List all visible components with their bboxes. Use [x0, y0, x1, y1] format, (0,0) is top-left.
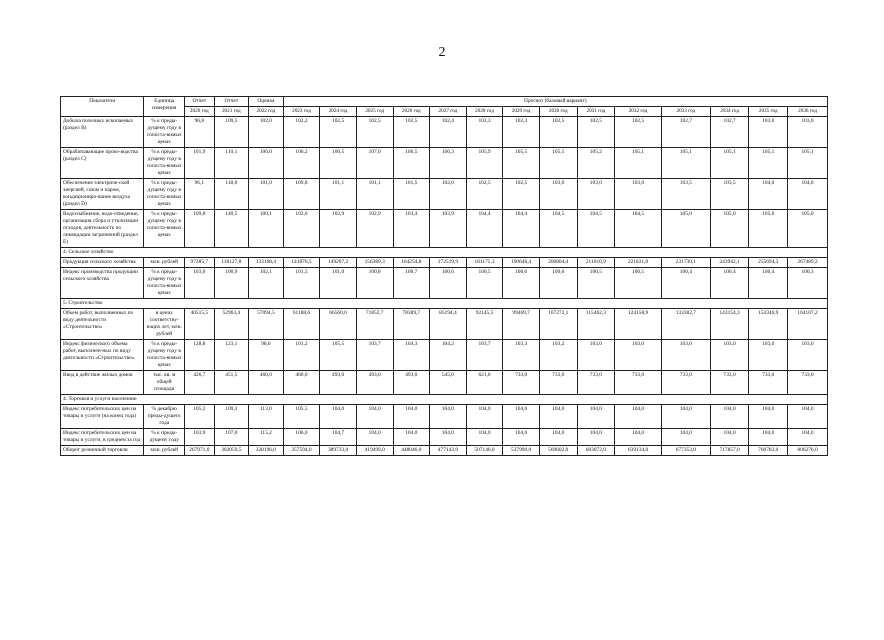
value-cell: 105,0 — [661, 210, 710, 248]
value-cell: 115462,3 — [577, 309, 615, 340]
value-cell: 172519,9 — [430, 258, 467, 268]
value-cell: 123,1 — [214, 340, 249, 371]
header-year: 2032 год — [615, 107, 662, 117]
value-cell: 448046,0 — [393, 446, 430, 456]
value-cell: 102,0 — [249, 117, 284, 148]
value-cell: 460,0 — [249, 371, 284, 395]
value-cell: 100,3 — [788, 268, 828, 299]
value-cell: 100,6 — [503, 268, 540, 299]
value-cell: 493,0 — [356, 371, 393, 395]
value-cell: 110,1 — [214, 148, 249, 179]
value-cell: 103,9 — [185, 429, 214, 446]
value-cell: 419499,0 — [356, 446, 393, 456]
table-body — [61, 117, 828, 456]
value-cell: 106,0 — [249, 148, 284, 179]
table-row — [61, 446, 828, 456]
value-cell: 243942,1 — [710, 258, 749, 268]
value-cell: 103,0 — [185, 268, 214, 299]
value-cell: 493,0 — [320, 371, 357, 395]
section-label: 5. Строительство — [61, 299, 828, 309]
value-cell: 100,6 — [539, 268, 577, 299]
value-cell: 104,0 — [356, 405, 393, 429]
value-cell: 141876,5 — [283, 258, 320, 268]
value-cell: 106,5 — [320, 148, 357, 179]
value-cell: 57094,5 — [249, 309, 284, 340]
value-cell: 102,9 — [356, 210, 393, 248]
value-cell: 105,0 — [749, 210, 788, 248]
table-row — [61, 371, 828, 395]
value-cell: 98,0 — [249, 340, 284, 371]
value-cell: 104,0 — [710, 429, 749, 446]
indicator-cell: Оборот розничной торговли — [61, 446, 144, 456]
value-cell: 105,2 — [185, 405, 214, 429]
value-cell: 733,0 — [577, 371, 615, 395]
value-cell: 102,5 — [577, 117, 615, 148]
value-cell: 451,5 — [214, 371, 249, 395]
value-cell: 545,0 — [430, 371, 467, 395]
value-cell: 164107,2 — [788, 309, 828, 340]
value-cell: 104,0 — [393, 429, 430, 446]
value-cell: 103,0 — [615, 179, 662, 210]
value-cell: 621,0 — [466, 371, 503, 395]
indicator-cell: Продукция сельского хозяйства — [61, 258, 144, 268]
value-cell: 103,0 — [788, 340, 828, 371]
value-cell: 537990,0 — [503, 446, 540, 456]
value-cell: 101,1 — [320, 179, 357, 210]
value-cell: 493,0 — [393, 371, 430, 395]
value-cell: 102,5 — [356, 117, 393, 148]
value-cell: 106,2 — [283, 148, 320, 179]
value-cell: 460,0 — [283, 371, 320, 395]
unit-cell: % декабрю преды-дущего года — [144, 405, 185, 429]
value-cell: 733,0 — [615, 371, 662, 395]
value-cell: 103,0 — [661, 340, 710, 371]
value-cell: 100,8 — [356, 268, 393, 299]
unit-cell: % к преды-дущему году в сопоста-вимых ценах — [144, 268, 185, 299]
value-cell: 733,0 — [503, 371, 540, 395]
value-cell: 190646,4 — [503, 258, 540, 268]
value-cell: 104,0 — [749, 429, 788, 446]
header-year: 2027 год — [430, 107, 467, 117]
header-year: 2030 год — [539, 107, 577, 117]
value-cell: 103,4 — [393, 210, 430, 248]
table-row — [61, 268, 828, 299]
value-cell: 102,3 — [503, 117, 540, 148]
value-cell: 103,3 — [503, 340, 540, 371]
value-cell: 133382,7 — [661, 309, 710, 340]
value-cell: 102,5 — [539, 117, 577, 148]
value-cell: 103,7 — [466, 340, 503, 371]
value-cell: 507146,0 — [466, 446, 503, 456]
value-cell: 164254,8 — [393, 258, 430, 268]
header-year: 2023 год — [283, 107, 320, 117]
value-cell: 105,1 — [615, 148, 662, 179]
value-cell: 104,0 — [320, 405, 357, 429]
value-cell: 101,5 — [393, 179, 430, 210]
value-cell: 302059,5 — [214, 446, 249, 456]
value-cell: 109,5 — [214, 117, 249, 148]
forecast-table — [60, 96, 828, 456]
value-cell: 181175,3 — [466, 258, 503, 268]
value-cell: 133168,4 — [249, 258, 284, 268]
value-cell: 105,1 — [661, 148, 710, 179]
section-label: 4. Торговля и услуги населению — [61, 395, 828, 405]
value-cell: 104,0 — [466, 429, 503, 446]
unit-cell: % к преды-дущему году в сопоста-вимых ценах — [144, 179, 185, 210]
value-cell: 104,0 — [661, 429, 710, 446]
indicator-cell: Индекс потребительских цен на товары и услуги, в среднем за год — [61, 429, 144, 446]
value-cell: 104,0 — [577, 429, 615, 446]
value-cell: 105,5 — [320, 340, 357, 371]
value-cell: 104,0 — [749, 405, 788, 429]
value-cell: 477143,0 — [430, 446, 467, 456]
unit-cell: тыс. кв. м общей площади — [144, 371, 185, 395]
value-cell: 99469,7 — [503, 309, 540, 340]
header-year: 2020 год — [185, 107, 214, 117]
header-year: 2031 год — [577, 107, 615, 117]
value-cell: 102,5 — [393, 117, 430, 148]
header-year: 2024 год — [320, 107, 357, 117]
value-cell: 106,5 — [393, 148, 430, 179]
value-cell: 100,4 — [749, 268, 788, 299]
value-cell: 104,0 — [356, 429, 393, 446]
value-cell: 105,5 — [539, 148, 577, 179]
indicator-cell: Индекс потребительских цен на товары и услуги (на конец года) — [61, 405, 144, 429]
value-cell: 100,9 — [214, 268, 249, 299]
value-cell: 100,7 — [393, 268, 430, 299]
value-cell: 100,1 — [249, 210, 284, 248]
value-cell: 107,0 — [214, 429, 249, 446]
header-year: 2026 год — [393, 107, 430, 117]
value-cell: 102,0 — [430, 179, 467, 210]
value-cell: 143154,3 — [710, 309, 749, 340]
value-cell: 357594,0 — [283, 446, 320, 456]
value-cell: 255694,3 — [749, 258, 788, 268]
value-cell: 104,0 — [615, 429, 662, 446]
value-cell: 733,0 — [788, 371, 828, 395]
indicator-cell: Индекс физического объема работ, выполнен-ных по виду деятельности «Строительство» — [61, 340, 144, 371]
unit-cell: % к преды-дущему году в сопоста-вимых ценах — [144, 340, 185, 371]
value-cell: 103,0 — [539, 179, 577, 210]
value-cell: 717857,0 — [710, 446, 749, 456]
section-row — [61, 395, 828, 405]
value-cell: 105,1 — [749, 148, 788, 179]
indicator-cell: Обеспечение электриче-ской энергией, газом и паром, кондициониро-вание воздуха (раздел D) — [61, 179, 144, 210]
indicator-cell: Добыча полезных ископаемых (раздел B) — [61, 117, 144, 148]
value-cell: 733,0 — [539, 371, 577, 395]
table-row — [61, 179, 828, 210]
value-cell: 104,0 — [661, 405, 710, 429]
value-cell: 40515,5 — [185, 309, 214, 340]
value-cell: 103,7 — [356, 340, 393, 371]
value-cell: 104,0 — [539, 429, 577, 446]
value-cell: 103,0 — [710, 340, 749, 371]
value-cell: 61188,6 — [283, 309, 320, 340]
value-cell: 140,5 — [214, 210, 249, 248]
value-cell: 149207,2 — [320, 258, 357, 268]
value-cell: 102,5 — [466, 179, 503, 210]
header-year: 2021 год — [214, 107, 249, 117]
value-cell: 104,5 — [539, 210, 577, 248]
value-cell: 96,1 — [185, 179, 214, 210]
header-report-1: Отчет — [185, 97, 214, 107]
value-cell: 71852,7 — [356, 309, 393, 340]
header-year: 2025 год — [356, 107, 393, 117]
value-cell: 211010,9 — [577, 258, 615, 268]
value-cell: 124158,9 — [615, 309, 662, 340]
header-year: 2033 год — [661, 107, 710, 117]
value-cell: 104,0 — [615, 405, 662, 429]
header-report-2: Отчет — [214, 97, 249, 107]
table-row — [61, 429, 828, 446]
value-cell: 102,1 — [249, 268, 284, 299]
value-cell: 328196,0 — [249, 446, 284, 456]
value-cell: 104,0 — [503, 429, 540, 446]
section-row — [61, 248, 828, 258]
value-cell: 105,9 — [466, 148, 503, 179]
value-cell: 104,0 — [466, 405, 503, 429]
value-cell: 105,1 — [710, 148, 749, 179]
value-cell: 100,4 — [661, 268, 710, 299]
value-cell: 104,7 — [320, 429, 357, 446]
value-cell: 105,5 — [503, 148, 540, 179]
indicator-cell: Водоснабжение, водо-отведение, организация сбора и утилизации отходов, деятельность по ликвидации загрязнений (раздел E) — [61, 210, 144, 248]
value-cell: 102,7 — [661, 117, 710, 148]
table-row — [61, 210, 828, 248]
value-cell: 104,0 — [430, 429, 467, 446]
value-cell: 639134,0 — [615, 446, 662, 456]
value-cell: 104,3 — [393, 340, 430, 371]
value-cell: 156389,3 — [356, 258, 393, 268]
value-cell: 200804,4 — [539, 258, 577, 268]
table-row — [61, 117, 828, 148]
value-cell: 267971,0 — [185, 446, 214, 456]
header-indicator: Показатели — [61, 97, 144, 117]
value-cell: 104,0 — [430, 405, 467, 429]
indicator-cell: Объем работ, выполненных по виду деятельности «Строительство» — [61, 309, 144, 340]
value-cell: 66560,0 — [320, 309, 357, 340]
value-cell: 102,5 — [320, 117, 357, 148]
value-cell: 101,5 — [283, 268, 320, 299]
value-cell: 102,2 — [283, 117, 320, 148]
value-cell: 100,5 — [466, 268, 503, 299]
value-cell: 109,8 — [283, 179, 320, 210]
value-cell: 104,0 — [788, 179, 828, 210]
table-row — [61, 148, 828, 179]
value-cell: 104,0 — [788, 429, 828, 446]
value-cell: 97285,7 — [185, 258, 214, 268]
value-cell: 103,2 — [539, 340, 577, 371]
header-year: 2035 год — [749, 107, 788, 117]
value-cell: 104,0 — [788, 405, 828, 429]
value-cell: 101,9 — [185, 148, 214, 179]
value-cell: 107272,1 — [539, 309, 577, 340]
value-cell: 78389,7 — [393, 309, 430, 340]
value-cell: 104,0 — [749, 179, 788, 210]
value-cell: 103,0 — [615, 340, 662, 371]
value-cell: 101,0 — [320, 268, 357, 299]
value-cell: 103,9 — [430, 210, 467, 248]
value-cell: 103,0 — [577, 179, 615, 210]
value-cell: 118127,8 — [214, 258, 249, 268]
value-cell: 102,6 — [283, 210, 320, 248]
unit-cell: % к преды-дущему году в сопоста-вимых ценах — [144, 117, 185, 148]
value-cell: 106,0 — [283, 429, 320, 446]
value-cell: 103,5 — [661, 179, 710, 210]
unit-cell: % к преды-дущему году в сопоста-вимых ценах — [144, 210, 185, 248]
header-year: 2029 год — [503, 107, 540, 117]
section-row — [61, 299, 828, 309]
header-row-1 — [61, 97, 828, 107]
value-cell: 231730,1 — [661, 258, 710, 268]
value-cell: 103,5 — [710, 179, 749, 210]
value-cell: 103,0 — [577, 340, 615, 371]
value-cell: 104,5 — [615, 210, 662, 248]
value-cell: 96,8 — [185, 117, 214, 148]
value-cell: 105,1 — [788, 148, 828, 179]
value-cell: 109,3 — [214, 405, 249, 429]
indicator-cell: Индекс производства продукции сельского хозяйства — [61, 268, 144, 299]
value-cell: 100,6 — [430, 268, 467, 299]
value-cell: 105,5 — [283, 405, 320, 429]
value-cell: 103,0 — [749, 117, 788, 148]
value-cell: 128,8 — [185, 340, 214, 371]
value-cell: 104,0 — [577, 405, 615, 429]
value-cell: 101,2 — [283, 340, 320, 371]
value-cell: 102,4 — [430, 117, 467, 148]
value-cell: 113,0 — [249, 405, 284, 429]
value-cell: 101,1 — [356, 179, 393, 210]
value-cell: 426,7 — [185, 371, 214, 395]
value-cell: 102,5 — [615, 117, 662, 148]
value-cell: 104,0 — [393, 405, 430, 429]
value-cell: 52963,4 — [214, 309, 249, 340]
value-cell: 100,5 — [577, 268, 615, 299]
table-row — [61, 258, 828, 268]
value-cell: 102,9 — [320, 210, 357, 248]
header-year: 2028 год — [466, 107, 503, 117]
value-cell: 221831,0 — [615, 258, 662, 268]
value-cell: 118,0 — [214, 179, 249, 210]
value-cell: 104,4 — [503, 210, 540, 248]
indicator-cell: Ввод в действие жилых домов — [61, 371, 144, 395]
value-cell: 103,0 — [749, 340, 788, 371]
value-cell: 104,0 — [503, 405, 540, 429]
value-cell: 109,8 — [185, 210, 214, 248]
value-cell: 100,5 — [615, 268, 662, 299]
value-cell: 101,0 — [249, 179, 284, 210]
value-cell: 92145,5 — [466, 309, 503, 340]
table-row — [61, 405, 828, 429]
value-cell: 104,0 — [539, 405, 577, 429]
unit-cell: млн. рублей — [144, 446, 185, 456]
value-cell: 104,4 — [466, 210, 503, 248]
value-cell: 85194,4 — [430, 309, 467, 340]
value-cell: 115,2 — [249, 429, 284, 446]
value-cell: 153346,9 — [749, 309, 788, 340]
value-cell: 103,0 — [788, 117, 828, 148]
unit-cell: млн. рублей — [144, 258, 185, 268]
value-cell: 733,0 — [710, 371, 749, 395]
unit-cell: % к преды-дущему году в сопоста-вимых ценах — [144, 148, 185, 179]
value-cell: 104,5 — [577, 210, 615, 248]
value-cell: 569602,0 — [539, 446, 577, 456]
value-cell: 105,0 — [710, 210, 749, 248]
header-forecast: Прогноз (базовый вариант) — [283, 97, 827, 107]
value-cell: 733,0 — [749, 371, 788, 395]
value-cell: 105,2 — [577, 148, 615, 179]
table-row — [61, 309, 828, 340]
value-cell: 603072,0 — [577, 446, 615, 456]
value-cell: 806276,0 — [788, 446, 828, 456]
page-number: 2 — [438, 45, 446, 60]
value-cell: 106,3 — [430, 148, 467, 179]
header-year: 2034 год — [710, 107, 749, 117]
value-cell: 760783,0 — [749, 446, 788, 456]
value-cell: 107,0 — [356, 148, 393, 179]
value-cell: 102,5 — [503, 179, 540, 210]
unit-cell: % к преды-дущему году — [144, 429, 185, 446]
indicator-cell: Обрабатывающие произ-водства (раздел C) — [61, 148, 144, 179]
value-cell: 100,4 — [710, 268, 749, 299]
header-year: 2022 год — [249, 107, 284, 117]
unit-cell: в ценах соответству-ющих лет, млн. рублей — [144, 309, 185, 340]
table-row — [61, 340, 828, 371]
value-cell: 389733,0 — [320, 446, 357, 456]
value-cell: 104,2 — [430, 340, 467, 371]
section-label: 4. Сельское хозяйство — [61, 248, 828, 258]
value-cell: 677353,0 — [661, 446, 710, 456]
value-cell: 267489,2 — [788, 258, 828, 268]
value-cell: 733,0 — [661, 371, 710, 395]
value-cell: 102,3 — [466, 117, 503, 148]
header-unit: Единица измерения — [144, 97, 185, 117]
value-cell: 105,0 — [788, 210, 828, 248]
value-cell: 104,0 — [710, 405, 749, 429]
header-estimate: Оценка — [249, 97, 284, 107]
header-year: 2036 год — [788, 107, 828, 117]
value-cell: 102,7 — [710, 117, 749, 148]
